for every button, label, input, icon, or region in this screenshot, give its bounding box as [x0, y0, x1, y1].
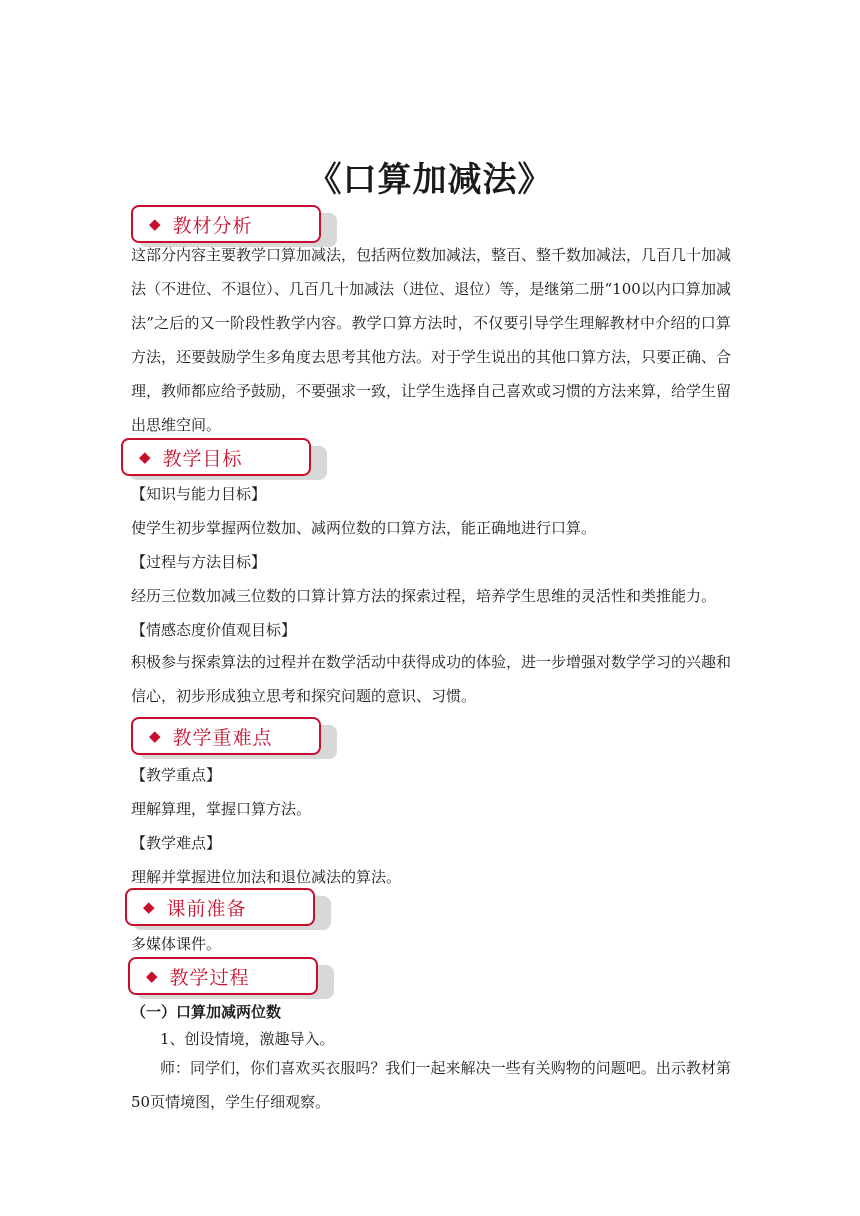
diamond-icon: ◆: [149, 215, 161, 233]
focus-text: 理解算理，掌握口算方法。: [131, 800, 312, 818]
section-label: 教学过程: [169, 966, 250, 989]
difficulty-label: 【教学难点】: [131, 834, 222, 852]
diamond-icon: ◆: [149, 727, 161, 745]
focus-label: 【教学重点】: [131, 766, 222, 784]
page-title: 《口算加减法》: [307, 160, 553, 200]
knowledge-goal-text: 使学生初步掌握两位数加、减两位数的口算方法，能正确地进行口算。: [131, 519, 597, 537]
analysis-text: 这部分内容主要教学口算加减法，包括两位数加减法，整百、整千数加减法，几百几十加减法（不进位、不退位）、几百几十加减法（进位、退位）等，是继第二册“100以内口算加减法”之后的又一阶段性教学内容。教学口算方法时，不仅要引导学生理解教材中介绍的口算方法，还要鼓励学生多角度去思考其他方法。对于学生说出的其他口算方法，只要正确、合理，教师都应给予鼓励，不要强求一致，让学生选择自己喜欢或习惯的方法来算，给学生留出思维空间。: [131, 246, 732, 434]
process-step-1: 1、创设情境，激趣导入。: [160, 1030, 335, 1048]
diamond-icon: ◆: [146, 967, 158, 985]
preparation-text: 多媒体课件。: [131, 935, 222, 953]
process-goal-text: 经历三位数加减三位数的口算计算方法的探索过程，培养学生思维的灵活性和类推能力。: [131, 587, 717, 605]
process-step-1-text: 师：同学们，你们喜欢买衣服吗？我们一起来解决一些有关购物的问题吧。出示教材第50页情境图，学生仔细观察。: [131, 1059, 731, 1111]
section-label: 教学重难点: [172, 726, 273, 749]
emotion-goal-label: 【情感态度价值观目标】: [131, 621, 297, 639]
process-subheading: （一）口算加减两位数: [131, 1003, 282, 1021]
section-label: 教学目标: [162, 447, 243, 470]
difficulty-text: 理解并掌握进位加法和退位减法的算法。: [131, 868, 402, 886]
section-label: 教材分析: [172, 214, 253, 237]
knowledge-goal-label: 【知识与能力目标】: [131, 485, 267, 503]
section-label: 课前准备: [166, 897, 247, 920]
emotion-goal-text: 积极参与探索算法的过程并在数学活动中获得成功的体验，进一步增强对数学学习的兴趣和信心，初步形成独立思考和探究问题的意识、习惯。: [131, 653, 732, 705]
diamond-icon: ◆: [143, 898, 155, 916]
diamond-icon: ◆: [139, 448, 151, 466]
process-goal-label: 【过程与方法目标】: [131, 553, 267, 571]
